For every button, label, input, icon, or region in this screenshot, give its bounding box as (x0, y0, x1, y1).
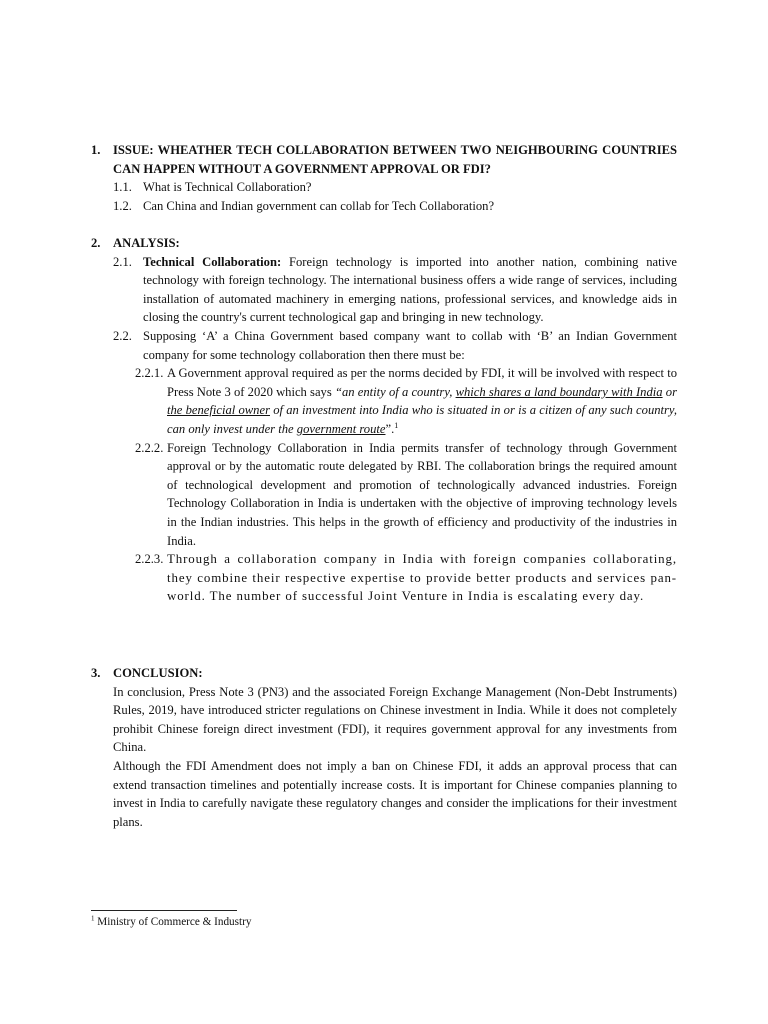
issue-item-2: 1.2. Can China and Indian government can collab for Tech Collaboration? (113, 198, 495, 213)
conclusion-paragraph-2: Although the FDI Amendment does not imply a ban on Chinese FDI, it adds an approval process that can extend transaction timelines and potentially increase costs. It is important for Chinese companies planning to invest in India to carefully navigate these regulatory changes and consider the implications for their investment plans. (113, 758, 677, 829)
footnote-reference[interactable]: 1 (394, 420, 399, 430)
issue-section (91, 141, 677, 215)
analysis-item-2-2-1: 2.2.1. A Government approval required as per the norms decided by FDI, it will be involved with respect to Press Note 3 of 2020 which says “an entity of a country, which shares a land boundary with India or the beneficial owner of an investment into India who is situated in or is a citizen of any such country, can only invest under the government route”.$^1$ (135, 366, 677, 436)
analysis-section (91, 234, 677, 606)
technical-collaboration-definition: Foreign technology is imported into another nation, combining native technology with foreign technology. The international business offers a wide range of services, including installation of automated machinery in emerging nations, professional services, and knowledge aids in closing the country's current technological gap and bringing in new technology. (143, 254, 677, 325)
issue-heading-text: ISSUE: WHEATHER TECH COLLABORATION BETWEEN TWO NEIGHBOURING COUNTRIES CAN HAPPEN WITHOUT A GOVERNMENT APPROVAL OR FDI? (113, 143, 677, 176)
issue-number: 1. (91, 143, 101, 157)
issue-item-1: 1.1. What is Technical Collaboration? (113, 180, 312, 195)
conclusion-number: 3. (91, 666, 101, 680)
analysis-item-2-2-3: 2.2.3. Through a collaboration company in India with foreign companies collaborating, they combine their respective expertise to provide better products and services pan-world. The number of successful Joint Venture in India is escalating every day. (135, 552, 677, 604)
footnote (91, 914, 251, 930)
conclusion-heading-text: CONCLUSION: (113, 666, 203, 680)
analysis-heading-text: ANALYSIS: (113, 236, 180, 250)
analysis-item-2-2: 2.2. Supposing ‘A’ a China Government based company want to collab with ‘B’ an Indian Government company for some technology collaboration then there must be: (113, 328, 677, 362)
analysis-number: 2. (91, 236, 101, 250)
press-note-quote: “an entity of a country, which shares a land boundary with India or the beneficial owner of an investment into India who is situated in or is a citizen of any such country, can only invest under the government route (167, 384, 677, 436)
conclusion-paragraph-1: In conclusion, Press Note 3 (PN3) and the associated Foreign Exchange Management (Non-Debt Instruments) Rules, 2019, have introduced stricter regulations on Chinese investment in India. While it does not completely prohibit Chinese foreign direct investment (FDI), it requires government approval for any investments from China. (113, 684, 677, 755)
issue-heading (91, 141, 677, 178)
footnote-mark: 1 (91, 914, 95, 923)
conclusion-heading (91, 664, 677, 683)
footnote-text: Ministry of Commerce & Industry (94, 916, 252, 928)
analysis-item-2-1: 2.1. Technical Collaboration: Foreign technology is imported into another nation, combining native technology with foreign technology. The international business offers a wide range of services, including installation of automated machinery in emerging nations, professional services, and knowledge aids in closing the country's current technological gap and bringing in new technology. (113, 254, 677, 325)
technical-collaboration-term: Technical Collaboration: (143, 254, 282, 269)
analysis-heading (91, 234, 677, 253)
conclusion-section (91, 664, 677, 831)
footnote-separator (91, 910, 237, 911)
analysis-item-2-2-2: 2.2.2. Foreign Technology Collaboration in India permits transfer of technology through Government approval or by the automatic route delegated by RBI. The collaboration brings the required amount of technological development and promotion of technologically advanced industries. Foreign Technology Collaboration in India is undertaken with the objective of improving technology levels in the Indian industries. This helps in the growth of efficiency and productivity of the industries in India. (135, 440, 677, 548)
